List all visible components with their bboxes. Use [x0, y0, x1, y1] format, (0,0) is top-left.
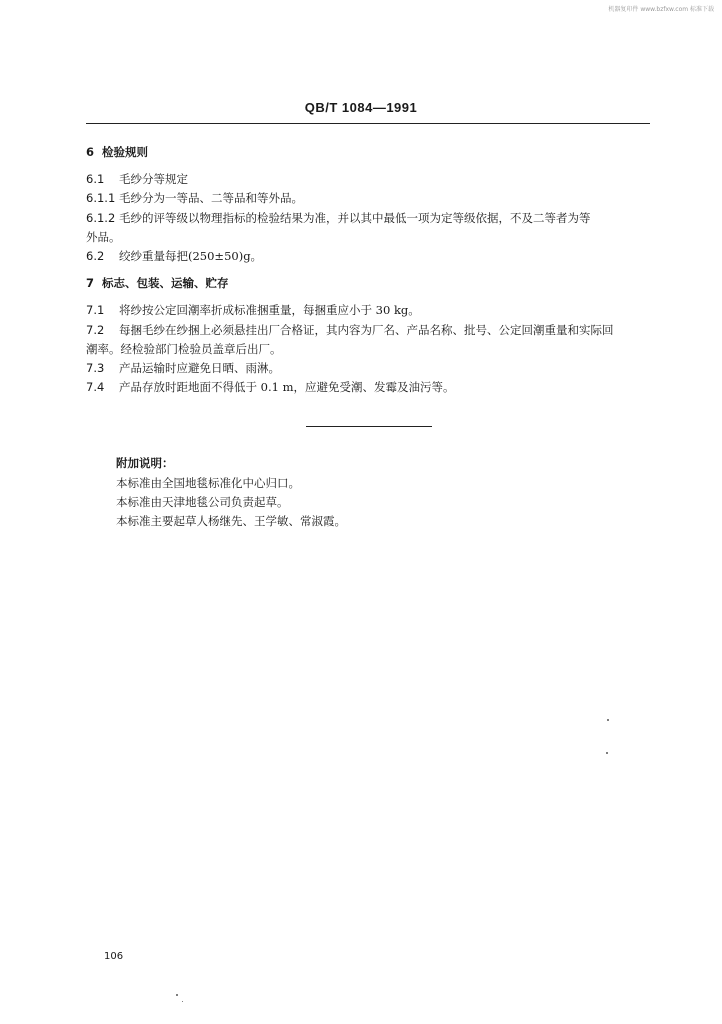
clause-6-1-1: [86, 190, 652, 206]
clause-text: 将纱按公定回潮率折成标准捆重量，每捆重应小于 30 kg。: [119, 303, 420, 317]
section-title: 检验规则: [102, 145, 148, 159]
scan-speck: [606, 752, 608, 754]
note-line: 本标准主要起草人杨继先、王学敏、常淑霞。: [116, 514, 346, 528]
clause-text: 每捆毛纱在纱捆上必须悬挂出厂合格证，其内容为厂名、产品名称、批号、公定回潮重量和实际回: [119, 323, 614, 337]
scan-speck: [176, 994, 178, 996]
clause-text: 毛纱分等规定: [119, 172, 188, 186]
watermark-text: 机器复印件 www.bzfxw.com 标准下载: [608, 6, 714, 13]
clause-6-2: [86, 248, 652, 264]
notes-heading: 附加说明：: [116, 456, 174, 470]
scan-speck: [182, 1001, 183, 1002]
header-divider: [86, 123, 650, 124]
clause-7-3: [86, 360, 652, 376]
page-number: 106: [104, 951, 124, 962]
clause-continuation: 外品。: [86, 230, 121, 244]
clause-number: 7.4: [86, 380, 105, 394]
section-title: 标志、包装、运输、贮存: [102, 276, 229, 290]
clause-number: 6.1.1: [86, 191, 116, 205]
clause-6-1-2: [86, 210, 652, 226]
standard-code-header: QB/T 1084—1991: [304, 100, 418, 115]
clause-number: 6.2: [86, 249, 105, 263]
clause-text: 产品存放时距地面不得低于 0.1 m，应避免受潮、发霉及油污等。: [119, 380, 455, 394]
clause-text: 毛纱分为一等品、二等品和等外品。: [119, 191, 303, 205]
scan-speck: [607, 719, 609, 721]
clause-number: 6.1.2: [86, 211, 116, 225]
clause-number: 6.1: [86, 172, 105, 186]
section-heading-7: [86, 275, 652, 291]
clause-number: 7.3: [86, 361, 105, 375]
note-line: 本标准由全国地毯标准化中心归口。: [116, 476, 300, 490]
section-number: 7: [86, 276, 95, 290]
note-line: 本标准由天津地毯公司负责起草。: [116, 495, 289, 509]
clause-7-4: [86, 379, 652, 395]
section-heading-6: [86, 144, 652, 160]
clause-number: 7.1: [86, 303, 105, 317]
clause-text: 毛纱的评等级以物理指标的检验结果为准，并以其中最低一项为定等级依据，不及二等者为等: [119, 211, 591, 225]
clause-7-1: [86, 302, 652, 318]
clause-text: 产品运输时应避免日晒、雨淋。: [119, 361, 280, 375]
clause-6-1: [86, 171, 652, 187]
clause-continuation: 潮率。经检验部门检验员盖章后出厂。: [86, 342, 282, 356]
clause-7-2: [86, 322, 652, 338]
section-number: 6: [86, 145, 95, 159]
clause-number: 7.2: [86, 323, 105, 337]
clause-text: 绞纱重量每把(250±50)g。: [119, 249, 263, 263]
end-of-standard-rule: [306, 426, 432, 427]
